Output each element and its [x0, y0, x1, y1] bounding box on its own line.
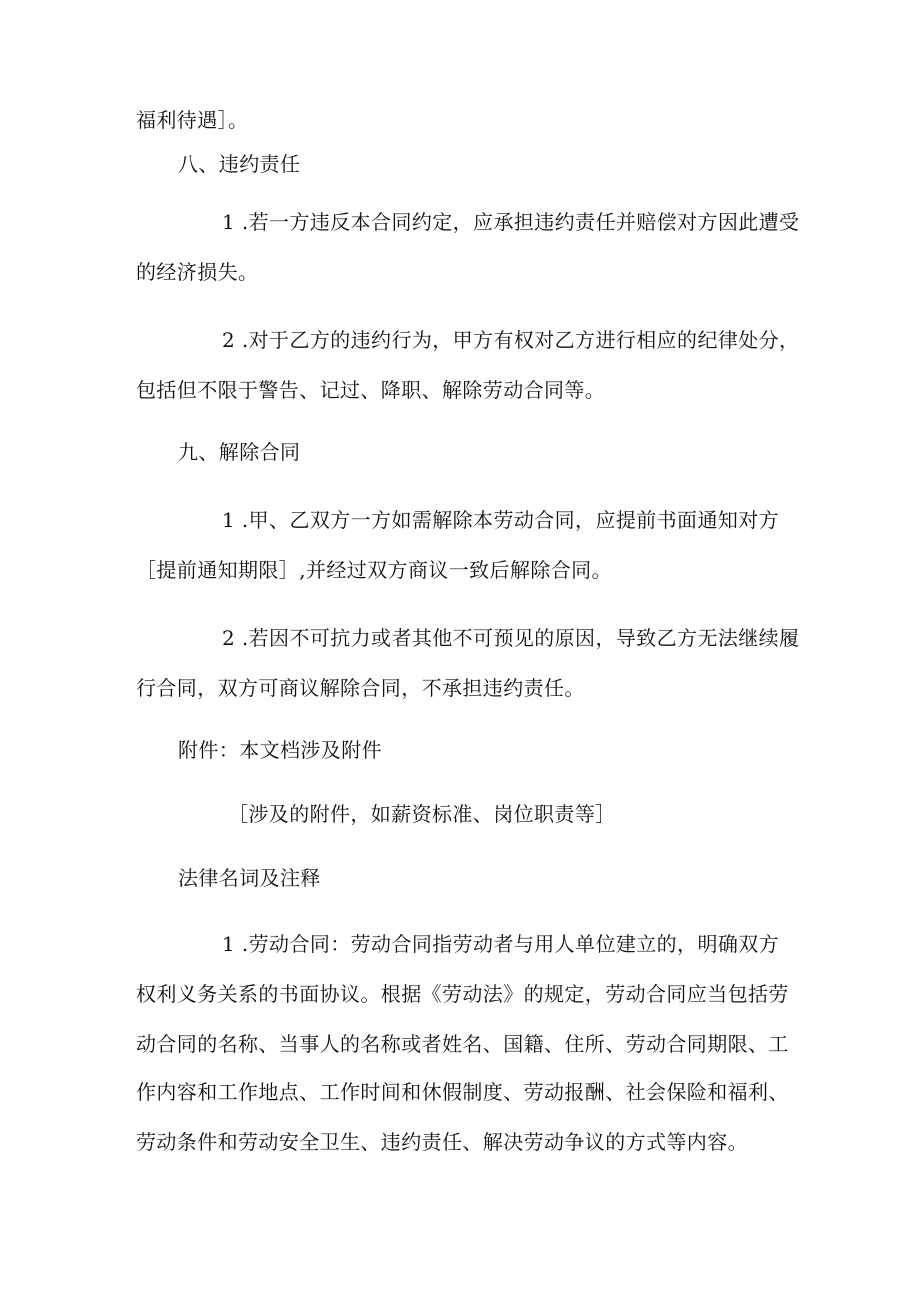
- section-9-item-1-line-2: ［提前通知期限］,并经过双方商议一致后解除合同。: [136, 558, 612, 582]
- section-8-item-2-line-1: 2 .对于乙方的违约行为，甲方有权对乙方进行相应的纪律处分，: [222, 328, 800, 352]
- section-9-item-2-line-1: 2 .若因不可抗力或者其他不可预见的原因，导致乙方无法继续履: [222, 626, 800, 650]
- glossary-item-1-line-4: 作内容和工作地点、工作时间和休假制度、劳动报酬、社会保险和福利、: [136, 1080, 789, 1104]
- section-8-item-1-line-2: 的经济损失。: [136, 260, 259, 284]
- glossary-heading: 法律名词及注释: [178, 866, 321, 890]
- continuation-text: 福利待遇］。: [136, 108, 249, 132]
- section-9-item-1-line-1: 1 .甲、乙双方一方如需解除本劳动合同，应提前书面通知对方: [222, 508, 780, 532]
- glossary-item-1-line-5: 劳动条件和劳动安全卫生、违约责任、解决劳动争议的方式等内容。: [136, 1130, 748, 1154]
- section-9-item-2-line-2: 行合同，双方可商议解除合同，不承担违约责任。: [136, 676, 585, 700]
- attachment-content: ［涉及的附件，如薪资标准、岗位职责等］: [228, 802, 616, 826]
- attachment-heading: 附件：本文档涉及附件: [178, 738, 382, 762]
- section-9-heading: 九、解除合同: [178, 440, 301, 464]
- glossary-item-1-line-2: 权利义务关系的书面协议。根据《劳动法》的规定，劳动合同应当包括劳: [136, 982, 789, 1006]
- glossary-item-1-line-1: 1 .劳动合同：劳动合同指劳动者与用人单位建立的，明确双方: [222, 932, 780, 956]
- section-8-item-2-line-2: 包括但不限于警告、记过、降职、解除劳动合同等。: [136, 378, 606, 402]
- section-8-item-1-line-1: 1 .若一方违反本合同约定，应承担违约责任并赔偿对方因此遭受: [222, 210, 800, 234]
- glossary-item-1-line-3: 动合同的名称、当事人的名称或者姓名、国籍、住所、劳动合同期限、工: [136, 1032, 789, 1056]
- section-8-heading: 八、违约责任: [178, 152, 301, 176]
